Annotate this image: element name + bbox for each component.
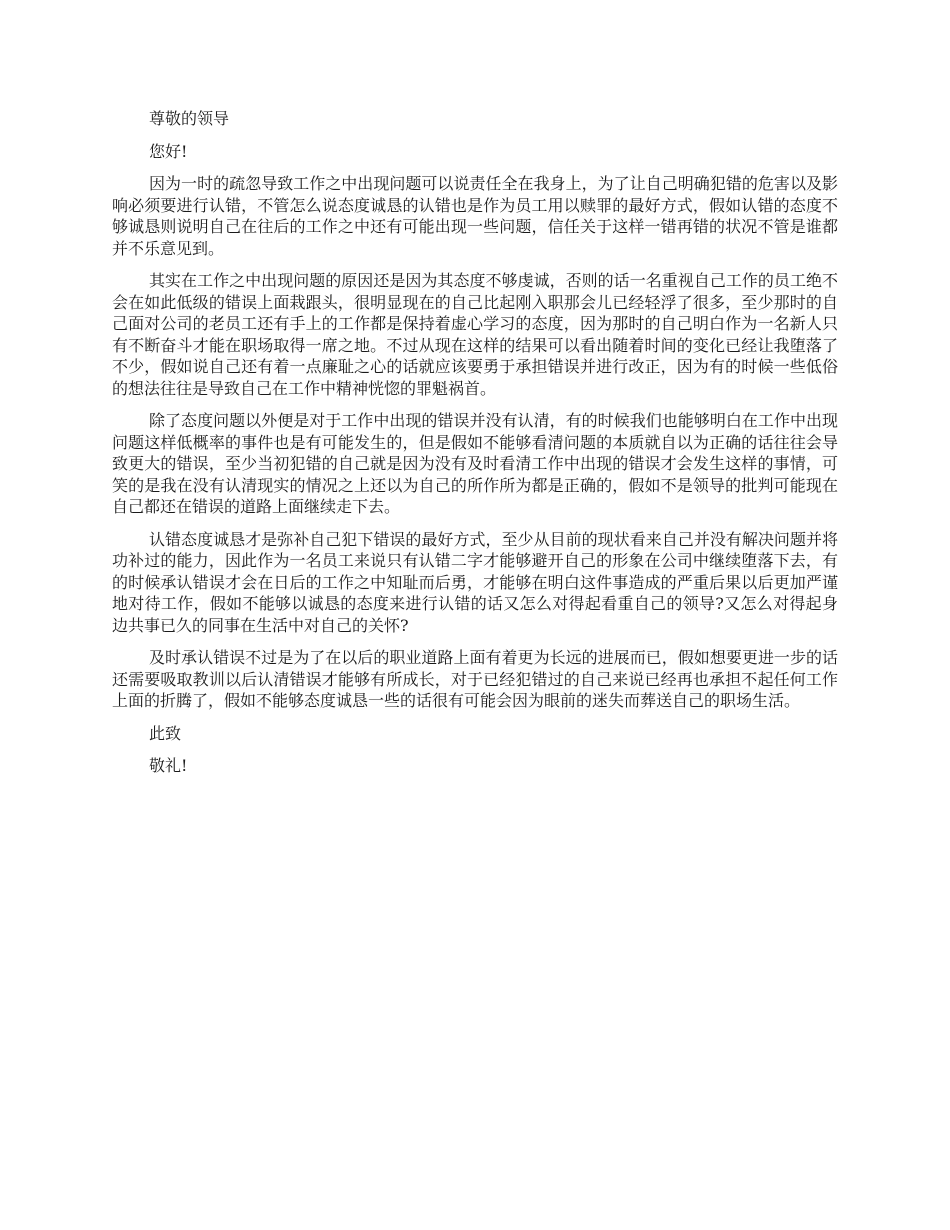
- letter-paragraph: 除了态度问题以外便是对于工作中出现的错误并没有认清，有的时候我们也能够明白在工作中出现问题这样低概率的事件也是有可能发生的，但是假如不能够看清问题的本质就自以为正确的话往往会导致更大的错误，至少当初犯错的自己就是因为没有及时看清工作中出现的错误才会发生这样的事情，可笑的是我在没有认清现实的情况之上还以为自己的所作所为都是正确的，假如不是领导的批判可能现在自己都还在错误的道路上面继续走下去。: [112, 411, 838, 516]
- letter-closing-regards: 此致: [149, 723, 182, 743]
- letter-body: [112, 108, 838, 788]
- letter-paragraph: 认错态度诚恳才是弥补自己犯下错误的最好方式，至少从目前的现状看来自己并没有解决问题并将功补过的能力，因此作为一名员工来说只有认错二字才能够避开自己的形象在公司中继续堕落下去，有的时候承认错误才会在日后的工作之中知耻而后勇，才能够在明白这件事造成的严重后果以后更加严谨地对待工作，假如不能够以诚恳的态度来进行认错的话又怎么对得起看重自己的领导?又怎么对得起身边共事已久的同事在生活中对自己的关怀?: [112, 529, 838, 635]
- letter-salutation: 尊敬的领导: [149, 109, 230, 128]
- letter-paragraph: 其实在工作之中出现问题的原因还是因为其态度不够虔诚，否则的话一名重视自己工作的员工绝不会在如此低级的错误上面栽跟头，很明显现在的自己比起刚入职那会儿已经轻浮了很多，至少那时的自己面对公司的老员工还有手上的工作都是保持着虚心学习的态度，因为那时的自己明白作为一名新人只有不断奋斗才能在职场取得一席之地。不过从现在这样的结果可以看出随着时间的变化已经让我堕落了不少，假如说自己还有着一点廉耻之心的话就应该要勇于承担错误并进行改正，因为有的时候一些低俗的想法往往是导致自己在工作中精神恍惚的罪魁祸首。: [112, 271, 838, 398]
- letter-greeting: 您好!: [149, 141, 188, 161]
- letter-paragraph: 及时承认错误不过是为了在以后的职业道路上面有着更为长远的进展而已，假如想要更进一步的话还需要吸取教训以后认清错误才能够有所成长，对于已经犯错过的自己来说已经再也承担不起任何工作上面的折腾了，假如不能够态度诚恳一些的话很有可能会因为眼前的迷失而葬送自己的职场生活。: [112, 648, 838, 710]
- letter-closing-salute: 敬礼!: [149, 756, 188, 775]
- letter-paragraph: 因为一时的疏忽导致工作之中出现问题可以说责任全在我身上，为了让自己明确犯错的危害以及影响必须要进行认错，不管怎么说态度诚恳的认错也是作为员工用以赎罪的最好方式，假如认错的态度不够诚恳则说明自己在往后的工作之中还有可能出现一些问题，信任关于这样一错再错的状况不管是谁都并不乐意见到。: [112, 174, 838, 258]
